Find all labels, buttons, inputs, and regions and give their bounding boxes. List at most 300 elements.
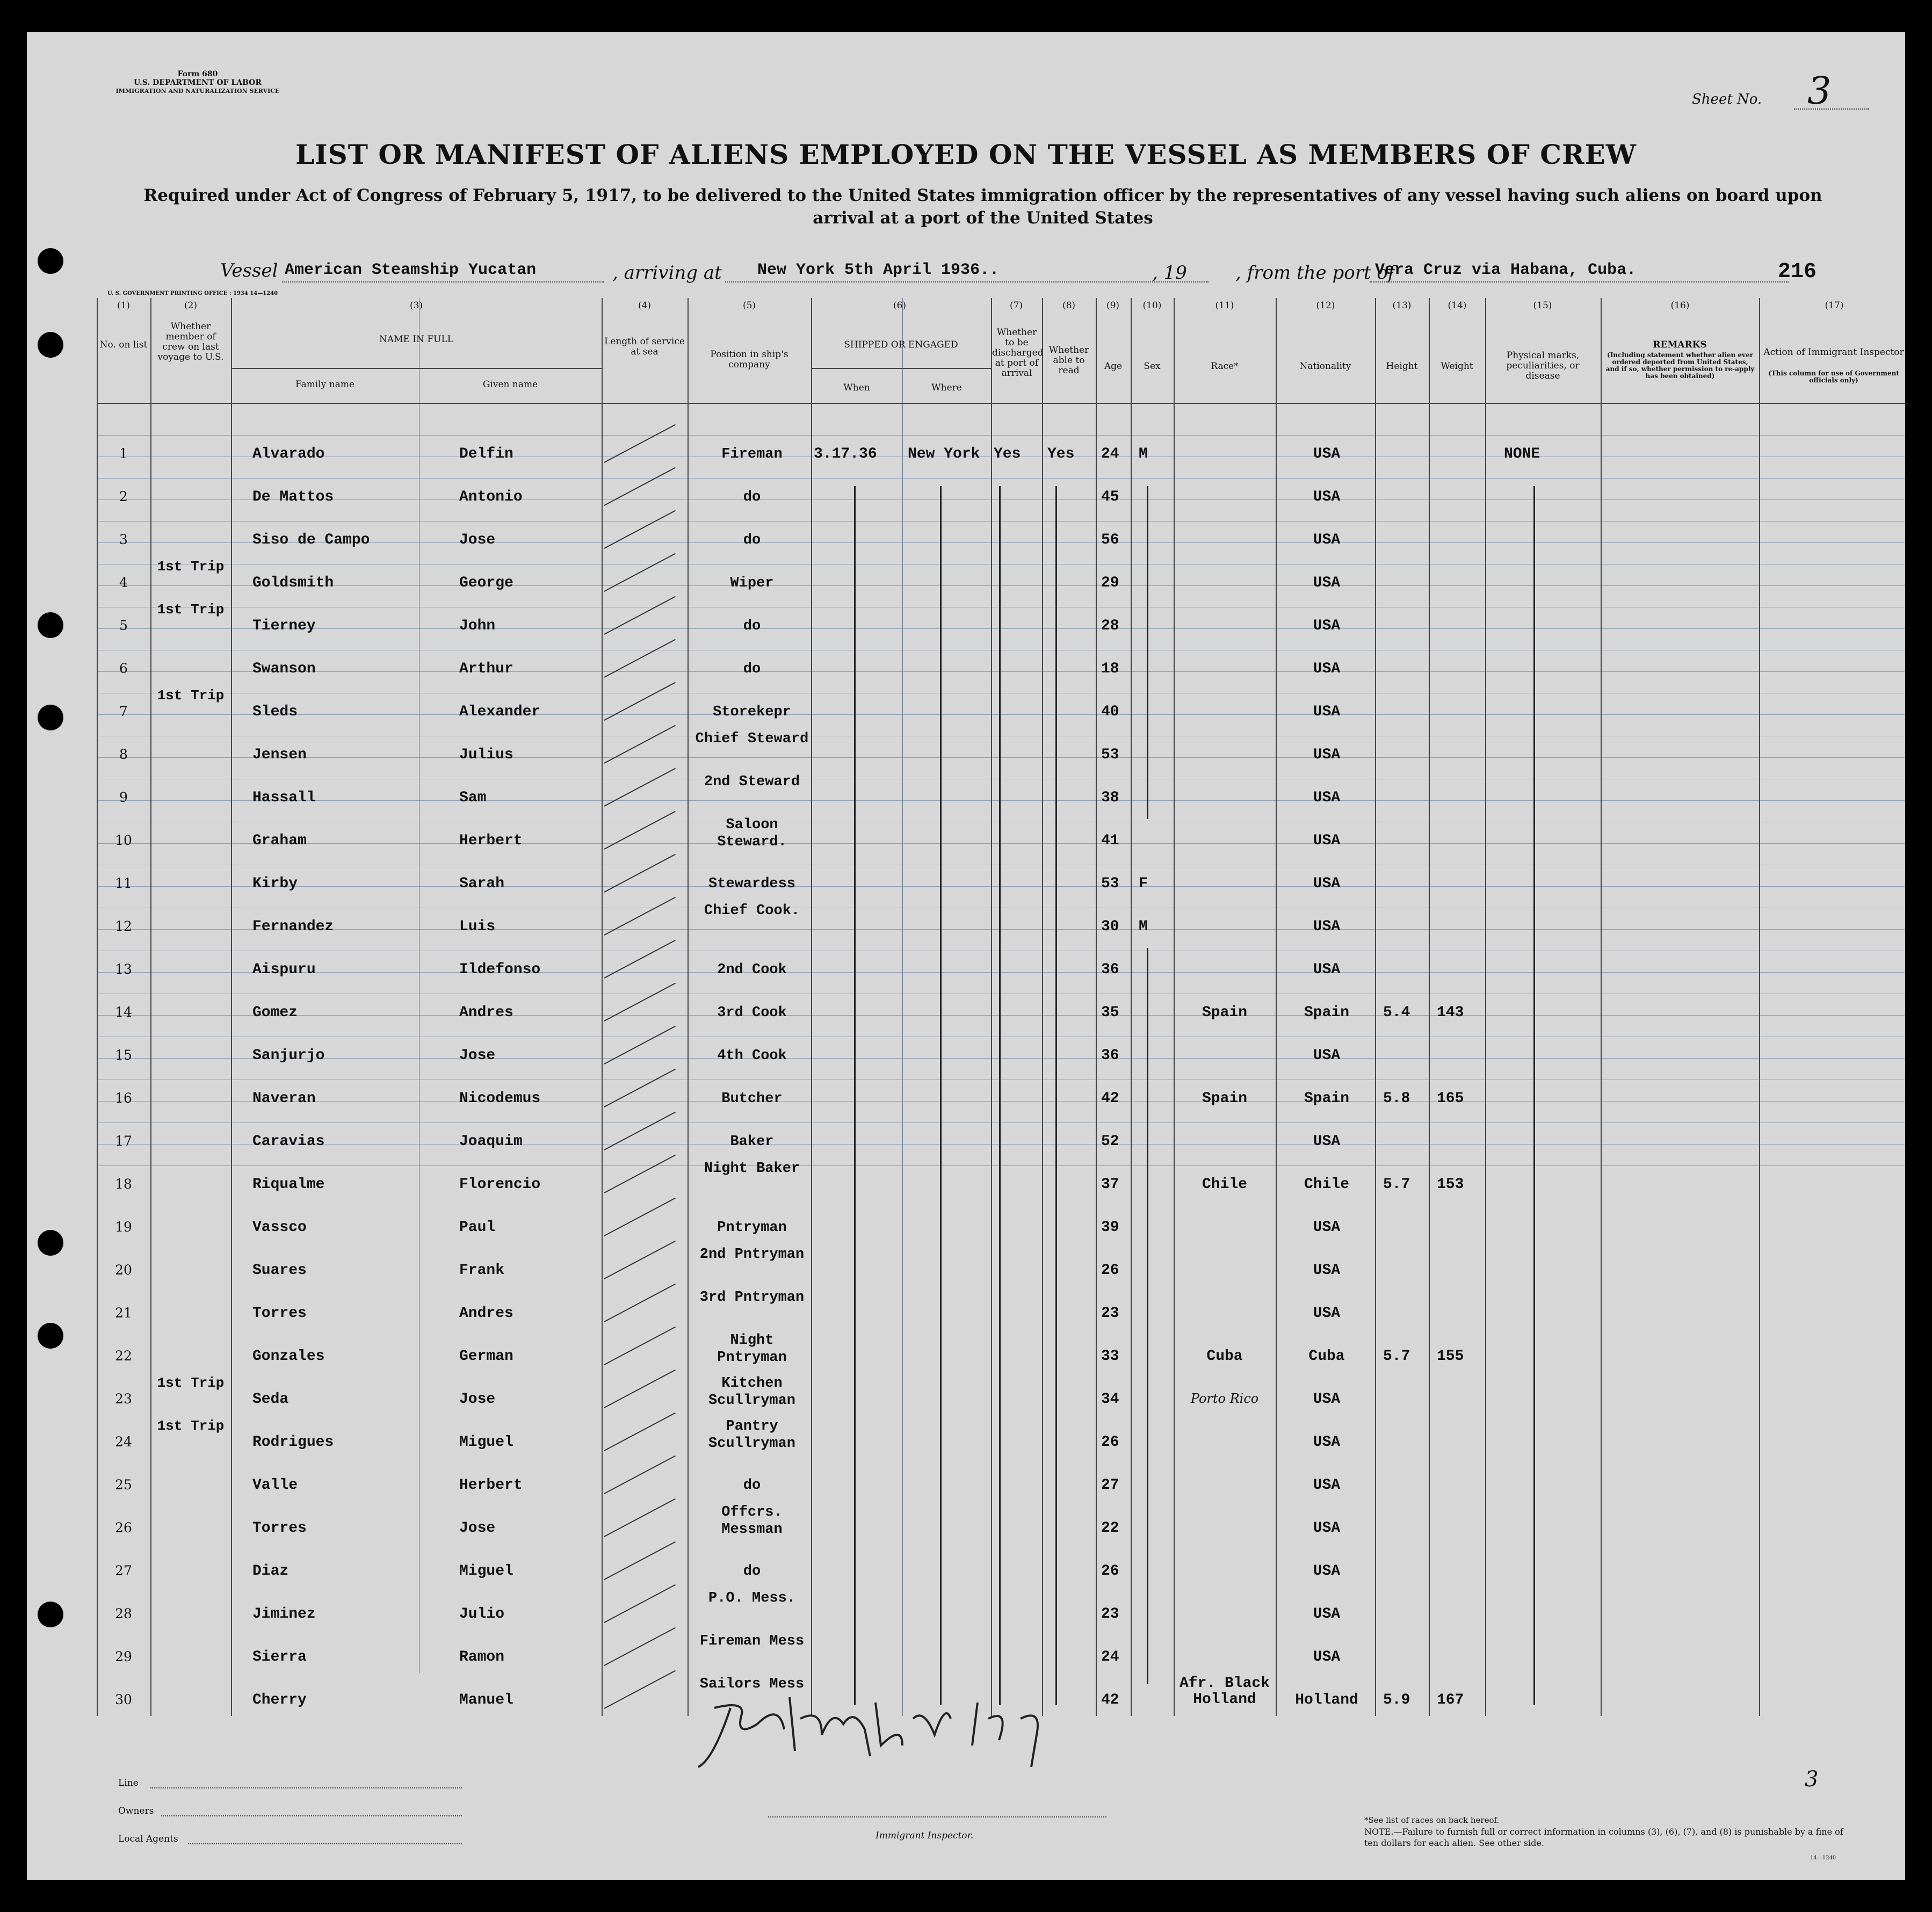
age-cell: 24 [1101,1649,1119,1665]
family-name-cell: Alvarado [252,446,325,462]
family-name-cell: Graham [252,832,307,849]
column-number-17: (17) [1825,300,1844,311]
family-name-cell: Torres [252,1520,307,1537]
nationality-cell: USA [1313,575,1341,591]
header-length-of-service: Length of service at sea [604,336,685,357]
header-discharged: Whether to be discharged at port of arrival [992,327,1044,379]
header-able-to-read: Whether able to read [1048,345,1089,376]
column-number-10: (10) [1142,300,1162,311]
family-name-cell: Seda [252,1391,289,1408]
height-cell: 5.9 [1383,1692,1410,1708]
row-number: 18 [115,1176,132,1192]
given-name-cell: Herbert [459,1477,523,1494]
race-cell: Cuba [1206,1348,1243,1365]
age-cell: 28 [1101,618,1119,634]
given-name-cell: Jose [459,1520,496,1537]
remarks-note: (Including statement whether alien ever ordered deported from United States, and if so, whether permission to re-apply has been obtained) [1605,351,1755,380]
header-no-on-list: No. on list [99,339,148,350]
family-name-cell: Rodrigues [252,1434,334,1451]
punch-hole [38,612,63,638]
age-cell: 40 [1101,704,1119,720]
sheet-number-value: 3 [1807,69,1832,113]
inspector-signature [698,1686,1128,1778]
vessel-line [220,258,1832,290]
sex-cell: F [1139,875,1148,892]
weight-cell: 153 [1437,1176,1464,1193]
position-cell: 2nd Steward [704,774,800,790]
given-name-cell: Julius [459,747,513,763]
nationality-cell: Spain [1304,1004,1349,1021]
departure-port: Vera Cruz via Habana, Cuba. [1375,261,1637,279]
family-name-cell: Kirby [252,875,298,892]
previous-voyage-cell: 1st Trip [157,1418,225,1434]
service-slash-mark [604,768,676,807]
given-name-cell: Miguel [459,1563,513,1580]
age-cell: 34 [1101,1391,1119,1408]
age-cell: 36 [1101,1047,1119,1064]
column-number-8: (8) [1062,300,1076,311]
family-name-cell: Gomez [252,1004,298,1021]
position-cell: do [743,1478,761,1494]
given-name-cell: Jose [459,1391,496,1408]
sheet-number [1692,69,1880,113]
nationality-cell: USA [1313,1219,1341,1236]
vessel-name: American Steamship Yucatan [285,261,537,279]
service-slash-mark [604,1155,676,1193]
header-inspector-action: Action of Immigrant Inspector [1763,347,1904,358]
sex-cell: M [1139,918,1148,935]
service-slash-mark [604,596,676,635]
previous-voyage-cell: 1st Trip [157,1375,225,1391]
family-name-cell: Riqualme [252,1176,325,1193]
position-cell: Wiper [730,575,774,591]
header-nationality: Nationality [1299,361,1351,372]
family-name-cell: Naveran [252,1090,316,1107]
header-given-name: Given name [482,379,538,390]
nationality-cell: USA [1313,1133,1341,1150]
column-number-1: (1) [117,300,131,311]
position-cell: 3rd Pntryman [699,1290,805,1306]
year-suffix: , 19 [1152,262,1187,284]
nationality-cell: Cuba [1308,1348,1345,1365]
height-cell: 5.7 [1383,1176,1410,1193]
service-slash-mark [604,811,676,850]
weight-cell: 165 [1437,1090,1464,1107]
family-name-cell: Aispuru [252,961,316,978]
height-cell: 5.4 [1383,1004,1410,1021]
row-number: 29 [115,1649,132,1664]
nationality-cell: USA [1313,618,1341,634]
nationality-cell: USA [1313,918,1341,935]
position-cell: do [743,618,761,634]
age-cell: 56 [1101,532,1119,548]
family-name-cell: Gonzales [252,1348,325,1365]
service-slash-mark [604,1413,676,1451]
given-name-cell: Julio [459,1606,505,1623]
service-slash-mark [604,424,676,463]
form-code: 14—1240 [1810,1855,1836,1861]
department-name: U.S. DEPARTMENT OF LABOR [133,78,262,87]
column-number-14: (14) [1448,300,1467,311]
crew-manifest-table [97,298,1905,1762]
column-number-5: (5) [742,300,756,311]
header-sex: Sex [1144,361,1161,372]
row-number: 15 [115,1047,132,1063]
race-cell: Spain [1202,1090,1247,1107]
service-slash-mark [604,1241,676,1279]
nationality-cell: USA [1313,532,1341,548]
from-port-label: , from the port of [1235,262,1395,284]
family-name-cell: Sleds [252,704,298,720]
column-number-6: (6) [893,300,907,311]
given-name-cell: German [459,1348,513,1365]
row-number: 21 [115,1305,132,1321]
service-slash-mark [604,639,676,678]
arriving-label: , arriving at [612,262,722,284]
row-number: 7 [119,704,128,719]
family-name-cell: Valle [252,1477,298,1494]
age-cell: 42 [1101,1692,1119,1708]
given-name-cell: Alexander [459,704,541,720]
nationality-cell: USA [1313,489,1341,505]
family-name-cell: Vassco [252,1219,307,1236]
header-family-name: Family name [295,379,355,390]
position-cell: Saloon Steward. [717,817,787,850]
nationality-cell: USA [1313,704,1341,720]
age-cell: 38 [1101,790,1119,806]
local-agents-label: Local Agents [118,1834,178,1844]
position-cell: Sailors Mess [699,1676,805,1692]
service-slash-mark [604,1670,676,1709]
row-number: 1 [119,446,128,461]
given-name-cell: Ildefonso [459,961,541,978]
height-cell: 5.8 [1383,1090,1410,1107]
given-name-cell: Nicodemus [459,1090,541,1107]
family-name-cell: Sanjurjo [252,1047,325,1064]
row-number: 17 [115,1133,132,1149]
sheet-number-label: Sheet No. [1692,91,1762,107]
position-cell: Night Pntryman [717,1332,787,1366]
family-name-cell: Siso de Campo [252,532,370,548]
given-name-cell: Herbert [459,832,523,849]
age-cell: 27 [1101,1477,1119,1494]
position-cell: Pantry Scullryman [708,1418,796,1452]
service-name: IMMIGRATION AND NATURALIZATION SERVICE [115,88,280,95]
service-slash-mark [604,725,676,764]
manifest-footer [118,1767,1891,1874]
height-cell: 5.7 [1383,1348,1410,1365]
service-slash-mark [604,1627,676,1666]
family-name-cell: De Mattos [252,489,334,505]
column-number-3: (3) [409,300,423,311]
row-number: 14 [115,1004,132,1020]
weight-cell: 155 [1437,1348,1464,1365]
service-slash-mark [604,854,676,893]
race-cell: Afr. Black Holland [1179,1675,1270,1708]
row-number: 30 [115,1692,132,1707]
family-name-cell: Jiminez [252,1606,316,1623]
row-number: 27 [115,1563,132,1578]
row-number: 9 [119,790,128,805]
family-name-cell: Caravias [252,1133,325,1150]
age-cell: 23 [1101,1606,1119,1623]
row-number: 10 [115,832,132,848]
given-name-cell: Miguel [459,1434,513,1451]
column-number-2: (2) [184,300,198,311]
service-slash-mark [604,1498,676,1537]
manifest-sheet [27,32,1905,1880]
service-slash-mark [604,1112,676,1150]
position-cell: 2nd Pntryman [699,1247,805,1263]
nationality-cell: USA [1313,875,1341,892]
given-name-cell: Frank [459,1262,505,1279]
nationality-cell: USA [1313,1649,1341,1665]
position-cell: Fireman Mess [699,1633,805,1649]
row-number: 28 [115,1606,132,1621]
service-slash-mark [604,897,676,936]
position-cell: Chief Cook. [704,903,800,919]
column-number-11: (11) [1215,300,1234,311]
form-identifier [101,70,294,96]
race-cell: Chile [1202,1176,1247,1193]
family-name-cell: Jensen [252,747,307,763]
physical-marks-cell: NONE [1504,446,1540,462]
service-slash-mark [604,510,676,549]
age-cell: 53 [1101,875,1119,892]
age-cell: 52 [1101,1133,1119,1150]
line-label: Line [118,1778,139,1788]
service-slash-mark [604,1327,676,1365]
header-when: When [843,382,870,393]
family-name-cell: Diaz [252,1563,289,1580]
position-cell: Storekepr [713,704,791,720]
row-number: 22 [115,1348,132,1364]
column-number-15: (15) [1533,300,1552,311]
nationality-cell: USA [1313,961,1341,978]
page-title: LIST OR MANIFEST OF ALIENS EMPLOYED ON THE VESSEL AS MEMBERS OF CREW [295,139,1637,170]
position-cell: do [743,532,761,548]
punch-hole [38,248,63,274]
age-cell: 26 [1101,1434,1119,1451]
row-number: 26 [115,1520,132,1536]
nationality-cell: USA [1313,1606,1341,1623]
service-slash-mark [604,553,676,592]
service-slash-mark [604,1584,676,1623]
row-number: 24 [115,1434,132,1450]
age-cell: 29 [1101,575,1119,591]
family-name-cell: Suares [252,1262,307,1279]
position-cell: Stewardess [708,876,796,892]
family-name-cell: Goldsmith [252,575,334,591]
age-cell: 22 [1101,1520,1119,1537]
given-name-cell: George [459,575,513,591]
punch-hole [38,705,63,730]
nationality-cell: USA [1313,1262,1341,1279]
printing-office-line: U. S. GOVERNMENT PRINTING OFFICE : 1934 14—1240 [107,291,278,296]
family-name-cell: Cherry [252,1692,307,1708]
service-slash-mark [604,467,676,506]
previous-voyage-cell: 1st Trip [157,559,225,575]
row-number: 12 [115,918,132,934]
row-number: 8 [119,747,128,762]
nationality-cell: Chile [1304,1176,1349,1193]
position-cell: Chief Steward [695,731,809,747]
shipped-where-cell: New York [908,446,980,462]
nationality-cell: USA [1313,1563,1341,1580]
page-mark: 3 [1805,1767,1819,1792]
able-to-read-cell: Yes [1047,446,1075,462]
header-physical-marks: Physical marks, peculiarities, or disease [1506,350,1580,381]
race-cell: Spain [1202,1004,1247,1021]
nationality-cell: USA [1313,1391,1341,1408]
column-number-7: (7) [1009,300,1023,311]
given-name-cell: Luis [459,918,496,935]
row-number: 3 [119,532,128,547]
nationality-cell: Holland [1295,1692,1358,1708]
given-name-cell: Manuel [459,1692,513,1708]
previous-voyage-cell: 1st Trip [157,687,225,704]
service-slash-mark [604,1198,676,1236]
service-slash-mark [604,983,676,1022]
row-number: 16 [115,1090,132,1106]
service-slash-mark [604,1026,676,1064]
nationality-cell: USA [1313,1477,1341,1494]
header-shipped-or-engaged: SHIPPED OR ENGAGED [844,339,958,350]
weight-cell: 167 [1437,1692,1464,1708]
age-cell: 30 [1101,918,1119,935]
stamp-number: 216 [1778,260,1817,284]
header-where: Where [931,382,962,393]
service-slash-mark [604,682,676,721]
given-name-cell: Delfin [459,446,513,462]
row-number: 11 [115,875,132,891]
header-name-in-full: NAME IN FULL [379,334,454,345]
header-remarks: REMARKS [1653,339,1707,350]
age-cell: 45 [1101,489,1119,505]
punch-hole [38,332,63,358]
service-slash-mark [604,1541,676,1580]
nationality-cell: USA [1313,832,1341,849]
arrival-info: New York 5th April 1936.. [757,261,1000,279]
given-name-cell: Sarah [459,875,505,892]
age-cell: 37 [1101,1176,1119,1193]
nationality-cell: USA [1313,790,1341,806]
family-name-cell: Sierra [252,1649,307,1665]
previous-voyage-cell: 1st Trip [157,602,225,618]
header-race: Race* [1211,361,1239,372]
position-cell: Pntryman [717,1220,787,1236]
position-cell: do [743,1563,761,1580]
age-cell: 18 [1101,661,1119,677]
age-cell: 42 [1101,1090,1119,1107]
family-name-cell: Tierney [252,618,316,634]
age-cell: 26 [1101,1563,1119,1580]
given-name-cell: Florencio [459,1176,541,1193]
nationality-cell: USA [1313,446,1341,462]
given-name-cell: Arthur [459,661,513,677]
header-previous-voyage: Whether member of crew on last voyage to U.S. [157,321,224,363]
weight-cell: 143 [1437,1004,1464,1021]
given-name-cell: Andres [459,1004,513,1021]
header-height: Height [1386,361,1418,372]
family-name-cell: Torres [252,1305,307,1322]
row-number: 6 [119,661,128,676]
vessel-label: Vessel [220,260,278,281]
row-number: 25 [115,1477,132,1493]
position-cell: do [743,489,761,505]
header-position: Position in ship's company [710,349,788,370]
form-number: Form 680 [177,70,218,78]
age-cell: 53 [1101,747,1119,763]
position-cell: do [743,661,761,677]
nationality-cell: USA [1313,1305,1341,1322]
nationality-cell: USA [1313,661,1341,677]
shipped-when-cell: 3.17.36 [814,446,877,462]
nationality-cell: USA [1313,1434,1341,1451]
given-name-cell: Jose [459,532,496,548]
nationality-cell: USA [1313,1520,1341,1537]
family-name-cell: Hassall [252,790,316,806]
age-cell: 41 [1101,832,1119,849]
given-name-cell: Ramon [459,1649,505,1665]
age-cell: 36 [1101,961,1119,978]
age-cell: 24 [1101,446,1119,462]
family-name-cell: Fernandez [252,918,334,935]
position-cell: Baker [730,1134,774,1150]
nationality-cell: USA [1313,747,1341,763]
position-cell: Kitchen Scullryman [708,1375,796,1409]
given-name-cell: Paul [459,1219,496,1236]
column-number-4: (4) [638,300,652,311]
age-cell: 26 [1101,1262,1119,1279]
owners-label: Owners [118,1806,154,1816]
given-name-cell: Andres [459,1305,513,1322]
position-cell: 4th Cook [717,1048,787,1064]
given-name-cell: Antonio [459,489,523,505]
column-number-9: (9) [1106,300,1120,311]
nationality-cell: USA [1313,1047,1341,1064]
service-slash-mark [604,1284,676,1322]
given-name-cell: Jose [459,1047,496,1064]
service-slash-mark [604,1069,676,1107]
header-weight: Weight [1441,361,1473,372]
position-cell: Fireman [721,446,783,462]
header-age: Age [1104,361,1123,372]
discharged-cell: Yes [994,446,1021,462]
punch-hole [38,1323,63,1349]
column-number-12: (12) [1316,300,1335,311]
position-cell: P.O. Mess. [708,1590,796,1606]
given-name-cell: John [459,618,496,634]
service-slash-mark [604,1370,676,1408]
page-subtitle: Required under Act of Congress of February 5, 1917, to be delivered to the United States immigration officer by the representatives of any vessel having such aliens on board upon arrival at a port of the United States [143,186,1822,228]
inspector-label: Immigrant Inspector. [875,1830,974,1841]
age-cell: 23 [1101,1305,1119,1322]
row-number: 23 [115,1391,132,1407]
race-cell: Porto Rico [1190,1391,1259,1406]
position-cell: Butcher [721,1091,783,1107]
sex-cell: M [1139,446,1148,462]
age-cell: 35 [1101,1004,1119,1021]
position-cell: 2nd Cook [717,962,787,978]
given-name-cell: Joaquim [459,1133,523,1150]
position-cell: Offcrs. Messman [721,1504,783,1538]
penalty-note: NOTE.—Failure to furnish full or correct information in columns (3), (6), (7), and (8) is punishable by a fine of ten dollars for each alien. See other side. [1364,1827,1843,1848]
row-number: 20 [115,1262,132,1278]
inspector-action-note: (This column for use of Government officials only) [1768,370,1899,384]
age-cell: 39 [1101,1219,1119,1236]
punch-hole [38,1230,63,1256]
